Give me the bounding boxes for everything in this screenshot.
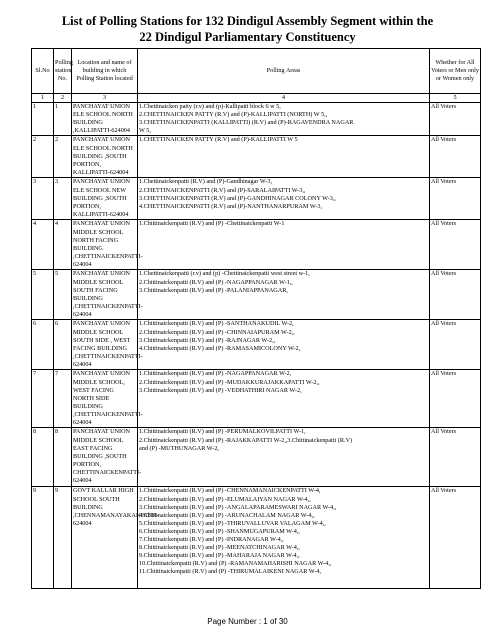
table-row <box>32 220 481 270</box>
polling-area-line: 5.Chittinaickenpatti (R.V) and (P) -THIRUVALLUVAR VALAGAM W-4,, <box>139 519 326 527</box>
station-no-cell: 8 <box>54 428 72 487</box>
polling-area-line: 11.Chittinaickenpatti (R.V) and (P) -THIRUMALAIKENI NAGAR W-4, <box>139 568 321 576</box>
voters-cell: All Voters <box>430 220 481 270</box>
sl-no-cell: 5 <box>32 270 54 320</box>
polling-area-line: 2.Chittinaickenpatti (R.V) and (P) -CHINNAIAPURAM W-2,, <box>139 328 295 336</box>
table-row <box>32 487 481 589</box>
sl-no-cell: 6 <box>32 320 54 370</box>
station-no-cell: 3 <box>54 178 72 220</box>
polling-areas-cell <box>138 320 430 370</box>
polling-area-line: and (P) -MUTHUNAGAR W-2, <box>139 444 219 452</box>
header-location: Location and name of building in which Polling Station located <box>72 49 138 94</box>
building-cell: PANCHAYAT UNION MIDDLE SCHOOL, WEST FACING NORTH SIDE BUILDING ,CHETTINAICKENPATTI-624004 <box>73 370 143 427</box>
polling-area-line: 2.Chittinaickenpatti (R.V) and (P) -ELUMALAIYAN NAGAR W-4,, <box>139 495 311 503</box>
polling-area-line: 1.Chittinaickenpatti (R.V) and (P) -Chettinaickenpatti W-1 <box>139 220 285 228</box>
sl-no-cell: 2 <box>32 136 54 178</box>
polling-area-line: 1.Chittinaickenpatti (R.V) and (P) -PERUMALKOVILPATTI W-1, <box>139 428 306 436</box>
building-cell: PANCHAYAT UNION MIDDLE SCHOOL SOUTH FACING BUILDING ,CHETTINAICKENPATTI-624004 <box>72 270 138 320</box>
station-no-cell: 9 <box>54 487 72 589</box>
polling-area-line: W 5, <box>139 127 151 135</box>
table-row <box>32 136 481 178</box>
polling-areas-cell <box>138 487 430 589</box>
polling-area-line: 7.Chittinaickenpatti (R.V) and (P) -INDRANAGAR W-4,, <box>139 536 284 544</box>
polling-area-line: 1.CHETTINAICKEN PATTY (R.V) and (P)-KALLIPATTI W 5 <box>139 136 298 144</box>
sl-no-cell: 4 <box>32 220 54 270</box>
polling-area-line: 4.CHETTINAICKENPATTI (R.V) and (P)-NANTHANARPURAM W-3, <box>139 202 323 210</box>
station-no-cell: 4 <box>54 220 72 270</box>
polling-areas-cell <box>138 220 430 270</box>
voters-cell: All Voters <box>430 270 481 320</box>
table-row <box>32 428 481 487</box>
polling-area-line: 1.Chettinaickenpatti (R.V) and (P)-Gandhinagar W-3, <box>139 178 273 186</box>
page-title-line-1: List of Polling Stations for 132 Dindigul Assembly Segment within the <box>61 14 434 28</box>
polling-area-line: 9.Chittinaickenpatti (R.V) and (P) -MAHARAJA NAGAR W-4,, <box>139 552 300 560</box>
polling-areas-cell <box>138 178 430 220</box>
sl-no-cell: 7 <box>32 370 54 428</box>
voters-cell: All Voters <box>430 428 481 487</box>
column-number: 4 <box>138 94 430 103</box>
table-body <box>32 103 481 589</box>
table-row <box>32 370 481 428</box>
polling-areas-cell <box>138 370 430 428</box>
polling-area-line: 4.Chittinaickenpatti (R.V) and (P) -RAMASAMICOLONY W-2, <box>139 344 301 352</box>
table-row <box>32 320 481 370</box>
polling-area-line: 3.CHETTINAICKENPATTI (R.V) and (P)-GANDHINAGAR COLONY W-3,, <box>139 194 336 202</box>
voters-cell: All Voters <box>430 320 481 370</box>
page-number: Page Number : 1 of 30 <box>207 617 288 626</box>
polling-area-line: 2.CHETTINAICKENPATTI (R.V) and (P)-SARALAIPATTI W-3,, <box>139 186 306 194</box>
polling-area-line: 1.Chettinaickenpatti (r.v) and (p) -Chettinaickenpatti west street w-1, <box>139 270 310 278</box>
header-polling-station-no: Polling station No. <box>54 49 72 94</box>
polling-station-table <box>31 48 481 589</box>
polling-area-line: 2.Chittinaickenpatti (R.V) and (P) -MUDAKKURAJAKKAPATTI W-2,, <box>139 378 320 386</box>
polling-areas-cell <box>138 428 430 487</box>
table-row <box>32 270 481 320</box>
polling-area-line: 4.Chittinaickenpatti (R.V) and (P) -ARUNACHALAM NAGAR W-4,, <box>139 511 315 519</box>
voters-cell: All Voters <box>430 136 481 178</box>
station-no-cell: 5 <box>54 270 72 320</box>
polling-areas-cell <box>138 103 430 136</box>
sl-no-cell: 9 <box>32 487 54 589</box>
voters-cell: All Voters <box>430 487 481 589</box>
polling-areas-cell <box>138 136 430 178</box>
column-number-row <box>32 94 481 103</box>
header-polling-areas: Polling Areas <box>138 49 430 94</box>
station-no-cell: 1 <box>54 103 72 136</box>
building-cell: PANCHAYAT UNION MIDDLE SCHOOL NORTH FACING BUILDING ,CHETTINAICKENPATTI-624004 <box>72 220 138 270</box>
sl-no-cell: 1 <box>32 103 54 136</box>
polling-area-line: 1.Chettinaicken patty (r.v) and (p)-Kallipatti block 6 w 5, <box>139 103 281 111</box>
building-cell: PANCHAYAT UNION ELE SCHOOL NORTH BUILDING ,KALLIPATTI-624004 <box>72 103 138 136</box>
station-no-cell: 7 <box>54 370 72 428</box>
building-cell: PANCHAYAT UNION MIDDLE SCHOOL EAST FACING BUILDING ,SOUTH PORTION, CHETTINAICKENPATTI-624004 <box>72 428 138 487</box>
polling-area-line: 2.CHETTINAICKEN PATTY (R.V) and (P)-KALLIPATTI (NORTH) W 5,, <box>139 111 328 119</box>
polling-area-line: 3.CHETTINAICKENPATTI (KALLIPATTI) (R.V) and (P)-RAGAVENDRA NAGAR <box>139 119 354 127</box>
sl-no-cell: 3 <box>32 178 54 220</box>
header-voters: Whether for All Voters or Men only or Women only <box>430 49 481 94</box>
column-number: 2 <box>54 94 72 103</box>
building-cell: PANCHAYAT UNION ELE SCHOOL NEW BUILDING ,SOUTH PORTION, KALLIPATTI-624004 <box>72 178 138 220</box>
table-row <box>32 178 481 220</box>
polling-area-line: 1.Chittinaickenpatti (R.V) and (P) -NAGAPPANAGAR W-2, <box>139 370 292 378</box>
column-number: 1 <box>32 94 54 103</box>
page-title-line-2: 22 Dindigul Parliamentary Constituency <box>139 30 356 44</box>
polling-area-line: 2.Chittinaickenpatti (R.V) and (P) -NAGAPPANAGAR W-1,, <box>139 278 293 286</box>
table-row <box>32 103 481 136</box>
building-cell: PANCHAYAT UNION ELE SCHOOL NORTH BUILDING ,SOUTH PORTION, KALLIPATTI-624004 <box>72 136 138 178</box>
polling-area-line: 3.Chittinaickenpatti (R.V) and (P) -ANGALAPARAMESWARI NAGAR W-4,, <box>139 503 337 511</box>
polling-area-line: 2.Chittinaickenpatti (R.V) and (P) -RAJAKKAPATTI W-2,,3.Chittinaickenpatti (R.V) <box>139 436 353 444</box>
station-no-cell: 6 <box>54 320 72 370</box>
building-cell: PANCHAYAT UNION MIDDLE SCHOOL SOUTH SIDE , WEST FACING BUILDING ,CHETTINAICKENPATTI-624004 <box>72 320 138 370</box>
header-sl-no: Sl.No <box>32 49 54 94</box>
station-no-cell: 2 <box>54 136 72 178</box>
polling-area-line: 3.Chittinaickenpatti (R.V) and (P) -PALANIAPPANAGAR, <box>139 286 288 294</box>
polling-area-line: 1.Chittinaickenpatti (R.V) and (P) -SANTHANAKUDIL W-2, <box>139 320 294 328</box>
table-header-row <box>32 49 481 94</box>
polling-area-line: 6.Chittinaickenpatti (R.V) and (P) -SHANMUGAPURAM W-4,, <box>139 527 300 535</box>
voters-cell: All Voters <box>430 103 481 136</box>
column-number: 3 <box>72 94 138 103</box>
polling-area-line: 1.Chittinaickenpatti (R.V) and (P) -CHENNAMANAICKENPATTI W-4, <box>139 487 321 495</box>
sl-no-cell: 8 <box>32 428 54 487</box>
polling-area-line: 3.Chittinaickenpatti (R.V) and (P) -VEDHATHIRI NAGAR W-2, <box>139 386 302 394</box>
building-cell: GOVT KALLAR HIGH SCHOOL SOUTH BUILDING ,CHENNAMANAYAKANPATTI-624004 <box>72 487 138 589</box>
polling-area-line: 10.Chittinaickenpatti (R.V) and (P) -RAMANAMAHARISHI NAGAR W-4,, <box>139 560 332 568</box>
column-number: 5 <box>430 94 481 103</box>
polling-area-line: 8.Chittinaickenpatti (R.V) and (P) -MEENATCHINAGAR W-4,, <box>139 544 300 552</box>
voters-cell: All Voters <box>430 370 481 428</box>
polling-area-line: 3.Chittinaickenpatti (R.V) and (P) -RAJNAGAR W-2,, <box>139 336 276 344</box>
voters-cell: All Voters <box>430 178 481 220</box>
polling-areas-cell <box>138 270 430 320</box>
